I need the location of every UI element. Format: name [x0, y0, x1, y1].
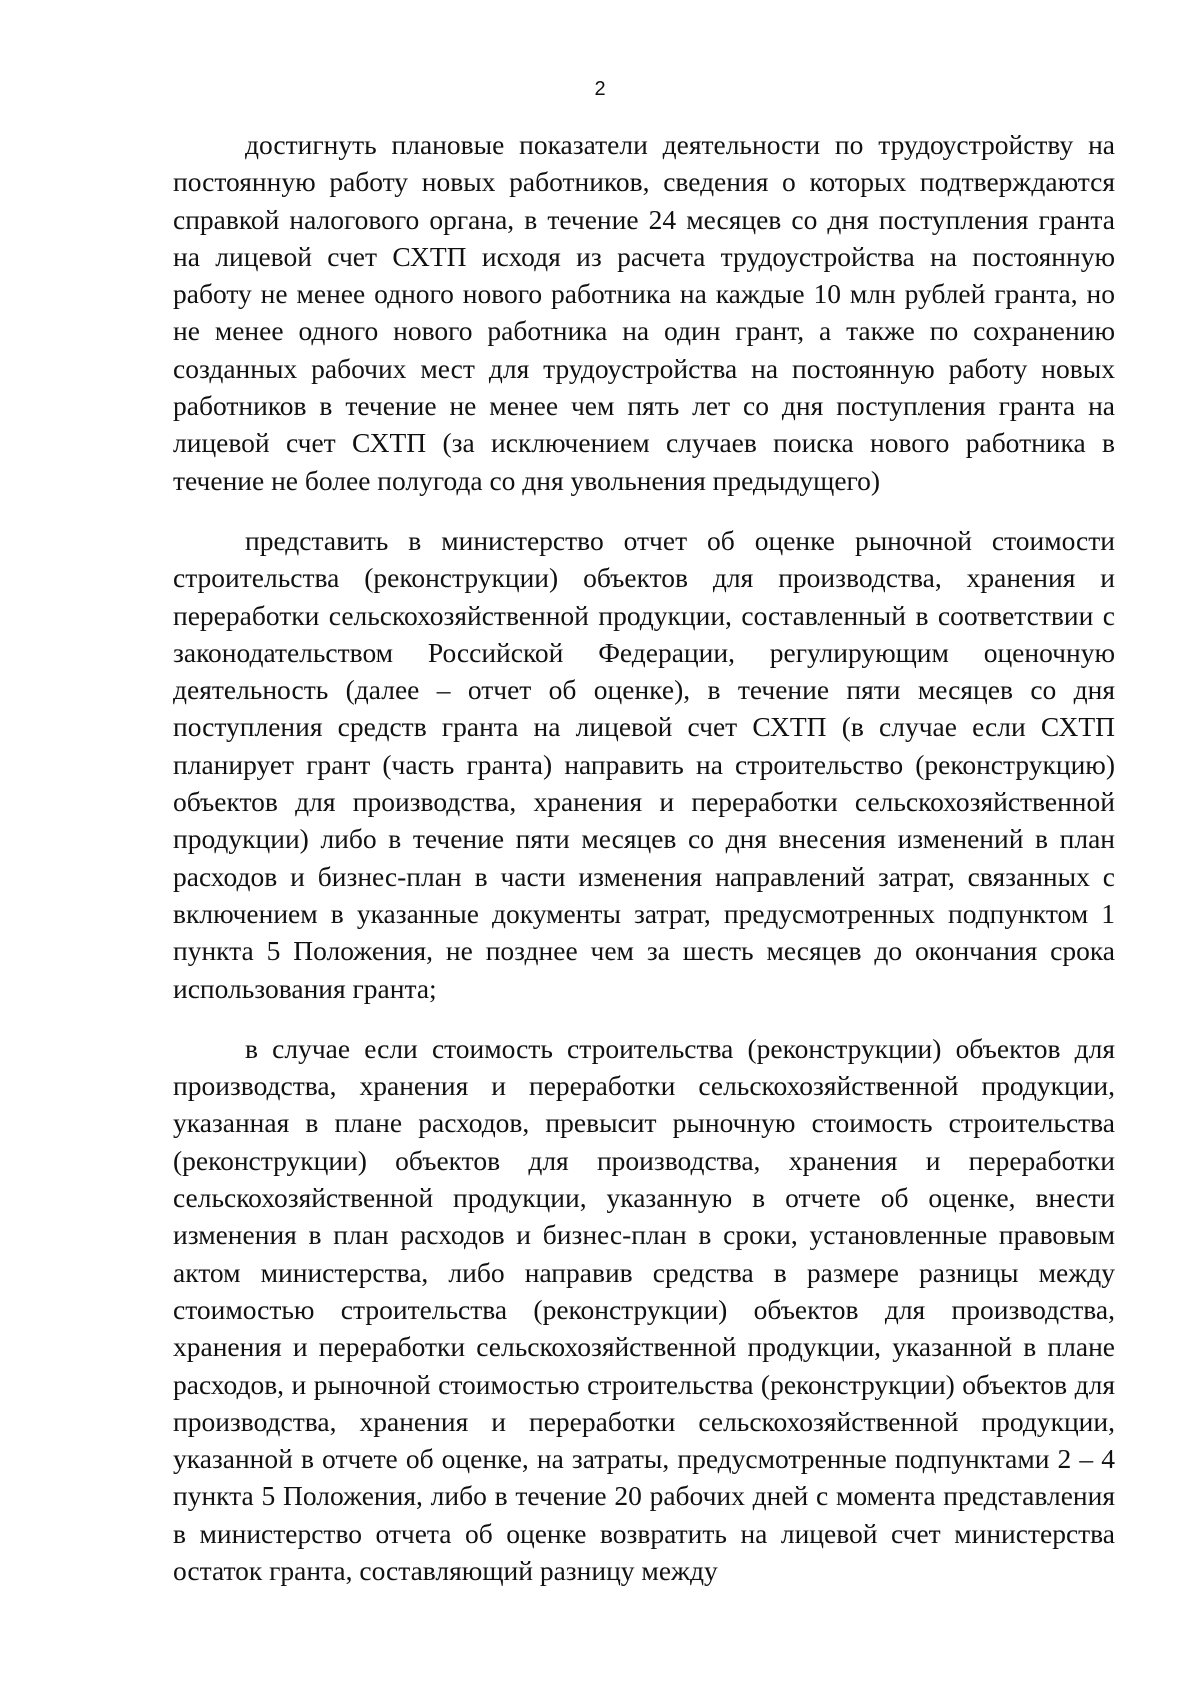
paragraph-employment-targets: достигнуть плановые показатели деятельности по трудоустройству на постоянную работу новых работников, сведения о которых подтверждаются справкой налогового органа, в течение 24 месяцев со дня поступления гранта на лицевой счет СХТП исходя из расчета трудоустройства на постоянную работу не менее одного нового работника на каждые 10 млн рублей гранта, но не менее одного нового работника на один грант, а также по сохранению созданных рабочих мест для трудоустройства на постоянную работу новых работников в течение не менее чем пять лет со дня поступления гранта на лицевой счет СХТП (за исключением случаев поиска нового работника в течение не более полугода со дня увольнения предыдущего) — [173, 129, 1115, 496]
paragraph-cost-difference: в случае если стоимость строительства (реконструкции) объектов для производства, хранения и переработки сельскохозяйственной продукции, указанная в плане расходов, превысит рыночную стоимость строительства (реконструкции) объектов для производства, хранения и переработки сельскохозяйственной продукции, указанную в отчете об оценке, внести изменения в план расходов и бизнес-план в сроки, установленные правовым актом министерства, либо направив средства в размере разницы между стоимостью строительства (реконструкции) объектов для производства, хранения и переработки сельскохозяйственной продукции, указанной в плане расходов, и рыночной стоимостью строительства (реконструкции) объектов для производства, хранения и переработки сельскохозяйственной продукции, указанной в отчете об оценке, на затраты, предусмотренные подпунктами 2 – 4 пункта 5 Положения, либо в течение 20 рабочих дней с момента представления в министерство отчета об оценке возвратить на лицевой счет министерства остаток гранта, составляющий разницу между — [173, 1032, 1115, 1586]
document-body — [173, 126, 1115, 1589]
paragraph-valuation-report: представить в министерство отчет об оценке рыночной стоимости строительства (реконструкции) объектов для производства, хранения и переработки сельскохозяйственной продукции, составленный в соответствии с законодательством Российской Федерации, регулирующим оценочную деятельность (далее – отчет об оценке), в течение пяти месяцев со дня поступления средств гранта на лицевой счет СХТП (в случае если СХТП планирует грант (часть гранта) направить на строительство (реконструкцию) объектов для производства, хранения и переработки сельскохозяйственной продукции) либо в течение пяти месяцев со дня внесения изменений в план расходов и бизнес-план в части изменения направлений затрат, связанных с включением в указанные документы затрат, предусмотренных подпунктом 1 пункта 5 Положения, не позднее чем за шесть месяцев до окончания срока использования гранта; — [173, 524, 1115, 1004]
page-number: 2 — [594, 78, 606, 100]
